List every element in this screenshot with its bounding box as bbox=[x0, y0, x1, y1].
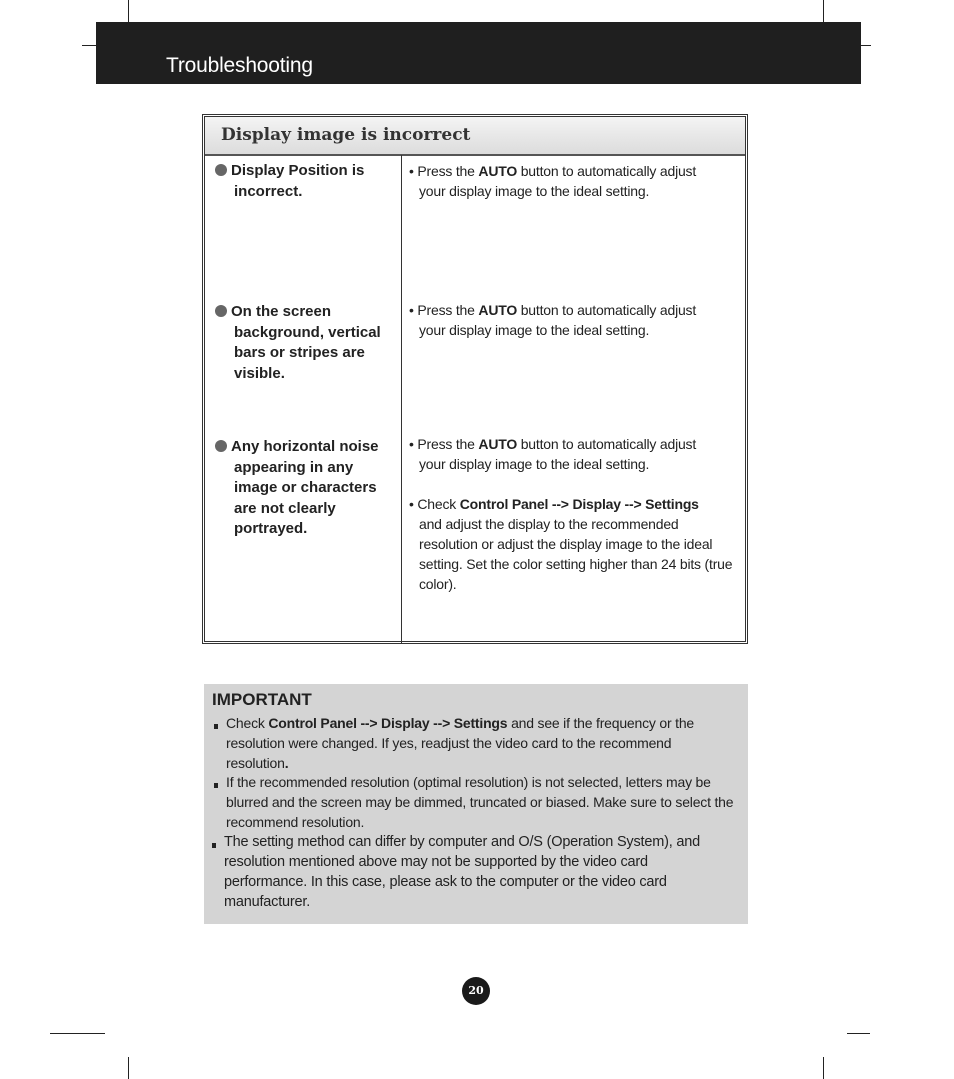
bullet-icon bbox=[215, 305, 227, 317]
solution-text: button to automatically adjust bbox=[517, 163, 697, 179]
solution-item bbox=[409, 434, 734, 474]
important-item bbox=[214, 832, 734, 912]
bullet-icon bbox=[215, 440, 227, 452]
solution-text: • Press the bbox=[409, 163, 479, 179]
bullet-icon bbox=[215, 164, 227, 176]
important-text: If the recommended resolution (optimal resolution) is not selected, letters may be blurred and the screen may be dimmed, truncated or biased. Make sure to select the recommend resolution. bbox=[226, 774, 734, 830]
symptom-text: appearing in any image or characters are not clearly portrayed. bbox=[234, 458, 377, 537]
square-bullet-icon bbox=[214, 783, 218, 788]
solution-bold: AUTO bbox=[478, 302, 518, 318]
solution-bold: Control Panel --> Display --> Settings bbox=[459, 496, 699, 512]
symptom-item bbox=[215, 302, 393, 384]
solution-text: your display image to the ideal setting. bbox=[419, 322, 650, 338]
important-box bbox=[204, 684, 748, 924]
crop-mark bbox=[128, 1057, 129, 1079]
crop-mark bbox=[82, 45, 96, 46]
square-bullet-icon bbox=[214, 724, 218, 729]
solution-text: button to automatically adjust bbox=[517, 302, 697, 318]
symptom-text: incorrect. bbox=[234, 182, 303, 200]
crop-mark bbox=[861, 45, 871, 46]
solution-item bbox=[409, 300, 734, 340]
table-title-row bbox=[205, 117, 745, 156]
page-number: 20 bbox=[462, 977, 490, 1005]
square-bullet-icon bbox=[212, 843, 216, 848]
important-text bbox=[214, 713, 734, 773]
crop-mark bbox=[128, 0, 129, 22]
symptom-text: background, vertical bars or stripes are visible. bbox=[234, 323, 381, 382]
column-divider bbox=[401, 155, 402, 643]
important-text-part: Check bbox=[226, 715, 269, 731]
solution-item bbox=[409, 494, 734, 594]
solution-text: and adjust the display to the recommended resolution or adjust the display image to the ideal setting. Set the color setting higher than 24 bits (true color). bbox=[419, 516, 733, 592]
important-text-part: and see if the frequency or the resolution were changed. If yes, readjust the video card to the recommend resolution bbox=[226, 715, 694, 771]
symptom-text: On the screen bbox=[231, 303, 332, 320]
important-bold: Control Panel --> Display --> Settings bbox=[268, 715, 508, 731]
solution-text: button to automatically adjust bbox=[517, 436, 697, 452]
important-bold: . bbox=[284, 755, 289, 771]
solution-text: your display image to the ideal setting. bbox=[419, 183, 650, 199]
important-item bbox=[214, 772, 734, 832]
solution-text: • Press the bbox=[409, 302, 479, 318]
symptom-text: Display Position is bbox=[231, 162, 365, 179]
important-item bbox=[214, 713, 734, 773]
crop-mark bbox=[823, 0, 824, 22]
solution-text: • Press the bbox=[409, 436, 479, 452]
troubleshooting-table bbox=[202, 114, 748, 644]
important-title: IMPORTANT bbox=[212, 690, 312, 709]
symptom-text: Any horizontal noise bbox=[231, 438, 379, 455]
solution-bold: AUTO bbox=[478, 163, 518, 179]
table-title: Display image is incorrect bbox=[221, 125, 471, 145]
crop-mark bbox=[823, 1057, 824, 1079]
crop-mark bbox=[50, 1033, 105, 1034]
page-title: Troubleshooting bbox=[166, 54, 313, 77]
header-bar bbox=[96, 22, 861, 84]
symptom-item bbox=[215, 161, 393, 202]
symptom-item bbox=[215, 437, 393, 540]
important-text: The setting method can differ by computer and O/S (Operation System), and resolution mentioned above may not be supported by the video card performance. In this case, please ask to the computer or the video card manufacturer. bbox=[224, 834, 700, 910]
solution-bold: AUTO bbox=[478, 436, 518, 452]
solution-item bbox=[409, 161, 734, 201]
crop-mark bbox=[847, 1033, 870, 1034]
solution-text: your display image to the ideal setting. bbox=[419, 456, 650, 472]
solution-text: • Check bbox=[409, 496, 460, 512]
